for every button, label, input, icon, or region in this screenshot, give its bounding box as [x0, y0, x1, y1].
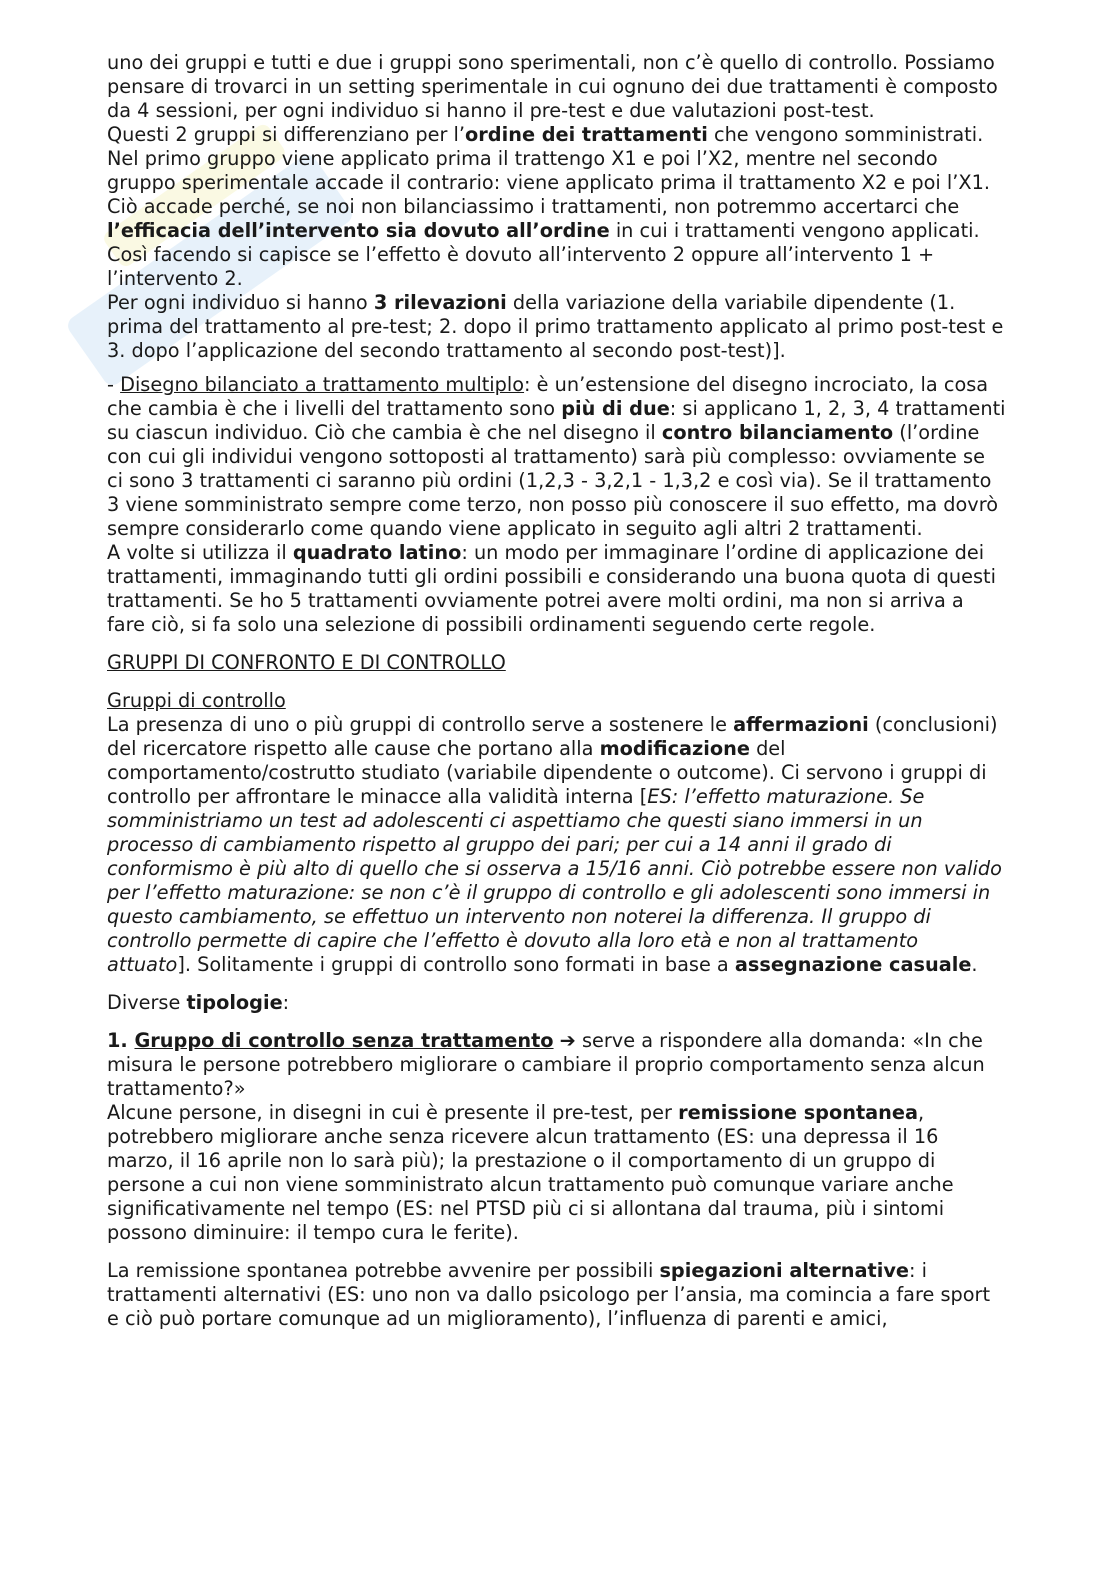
bold-term: quadrato latino: [292, 541, 462, 564]
paragraph-spiegazioni: La remissione spontanea potrebbe avvenire per possibili spiegazioni alternative: i trattamenti alternativi (ES: uno non va dallo psicologo per l’ansia, ma comincia a fare sport e ciò può portare comunque ad un miglioramento), l’influenza di parenti e amici,: [107, 1259, 991, 1330]
paragraph-intro: uno dei gruppi e tutti e due i gruppi sono sperimentali, non c’è quello di controllo. Possiamo pensare di trovarci in un setting sperimentale in cui ognuno dei due trattamenti è composto da 4 sessioni, per ogni individuo si hanno il pre-test e due valutazioni post-test.: [107, 51, 998, 122]
bold-term: tipologie: [186, 991, 283, 1014]
list-item-senza-trattamento: 1. Gruppo di controllo senza trattamento ➔ serve a rispondere alla domanda: «In che misura le persone potrebbero migliorare o cambiare il proprio comportamento senza alcun trattamento?»: [107, 1029, 985, 1100]
paragraph-quadrato-latino: A volte si utilizza il quadrato latino: un modo per immaginare l’ordine di applicazione dei trattamenti, immaginando tutti gli ordini possibili e considerando una buona quota di questi trattamenti. Se ho 5 trattamenti ovviamente potrei avere molti ordini, ma non si arriva a fare ciò, si fa solo una selezione di possibili ordinamenti seguendo certe regole.: [107, 541, 996, 636]
arrow-icon: ➔: [553, 1029, 582, 1052]
section-heading: GRUPPI DI CONFRONTO E DI CONTROLLO: [107, 651, 506, 674]
bold-term: modificazione: [599, 737, 750, 760]
bold-term: ordine dei trattamenti: [465, 123, 708, 146]
bold-term: l’efficacia dell’intervento sia dovuto all’ordine: [107, 219, 610, 242]
bold-term: remissione spontanea: [678, 1101, 918, 1124]
paragraph-rilevazioni: Per ogni individuo si hanno 3 rilevazioni della variazione della variabile dipendente (1. prima del trattamento al pre-test; 2. dopo il primo trattamento applicato al primo post-test e 3. dopo l’applicazione del secondo trattamento al secondo post-test)].: [107, 291, 1004, 362]
bold-term: contro bilanciamento: [661, 421, 894, 444]
bold-term: spiegazioni alternative: [659, 1259, 909, 1282]
list-number: 1.: [107, 1029, 135, 1052]
underlined-term: Disegno bilanciato a trattamento multiplo: [120, 373, 525, 396]
subsection-heading: Gruppi di controllo: [107, 689, 286, 712]
bold-term: assegnazione casuale: [734, 953, 972, 976]
paragraph-gruppi-controllo: La presenza di uno o più gruppi di controllo serve a sostenere le affermazioni (conclusioni) del ricercatore rispetto alle cause che portano alla modificazione del comportamento/costrutto studiato (variabile dipendente o outcome). Ci servono i gruppi di controllo per affrontare le minacce alla validità interna [ES: l’effetto maturazione. Se somministriamo un test ad adolescenti ci aspettiamo che questi siano immersi in un processo di cambiamento rispetto al gruppo dei pari; per cui a 14 anni il grado di conformismo è più alto di quello che si osserva a 15/16 anni. Ciò potrebbe essere non valido per l’effetto maturazione: se non c’è il gruppo di controllo e gli adolescenti sono immersi in questo cambiamento, se effettuo un intervento non noterei la differenza. Il gruppo di controllo permette di capire che l’effetto è dovuto alla loro età e non al trattamento attuato]. Solitamente i gruppi di controllo sono formati in base a assegnazione casuale.: [107, 713, 1002, 976]
bold-term: affermazioni: [733, 713, 869, 736]
paragraph-remissione: Alcune persone, in disegni in cui è presente il pre-test, per remissione spontanea, potrebbero migliorare anche senza ricevere alcun trattamento (ES: una depressa il 16 marzo, il 16 aprile non lo sarà più); la prestazione o il comportamento di un gruppo di persone a cui non viene somministrato alcun trattamento può comunque variare anche significativamente nel tempo (ES: nel PTSD più ci si allontana dal trauma, più i sintomi possono diminuire: il tempo cura le ferite).: [107, 1101, 954, 1244]
document-page: [107, 51, 1007, 1331]
list-item-title: Gruppo di controllo senza trattamento: [134, 1029, 554, 1052]
paragraph-disegno-bilanciato: - Disegno bilanciato a trattamento multiplo: è un’estensione del disegno incrociato, la cosa che cambia è che i livelli del trattamento sono più di due: si applicano 1, 2, 3, 4 trattamenti su ciascun individuo. Ciò che cambia è che nel disegno il contro bilanciamento (l’ordine con cui gli individui vengono sottoposti al trattamento) sarà più complesso: ovviamente se ci sono 3 trattamenti ci saranno più ordini (1,2,3 - 3,2,1 - 1,3,2 e così via). Se il trattamento 3 viene somministrato sempre come terzo, non posso più conoscere il suo effetto, ma dovrò sempre considerarlo come quando viene applicato in seguito agli altri 2 trattamenti.: [107, 373, 1006, 540]
paragraph-tipologie: Diverse tipologie:: [107, 991, 290, 1014]
italic-example: ES: l’effetto maturazione. Se somministriamo un test ad adolescenti ci aspettiamo che questi siano immersi in un processo di cambiamento rispetto al gruppo dei pari; per cui a 14 anni il grado di conformismo è più alto di quello che si osserva a 15/16 anni. Ciò potrebbe essere non valido per l’effetto maturazione: se non c’è il gruppo di controllo e gli adolescenti sono immersi in questo cambiamento, se effettuo un intervento non noterei la differenza. Il gruppo di controllo permette di capire che l’effetto è dovuto alla loro età e non al trattamento attuato: [107, 785, 1002, 976]
bold-term: più di due: [561, 397, 670, 420]
paragraph-ordine-trattamenti: Questi 2 gruppi si differenziano per l’ordine dei trattamenti che vengono somministrati. Nel primo gruppo viene applicato prima il trattengo X1 e poi l’X2, mentre nel secondo gruppo sperimentale accade il contrario: viene applicato prima il trattamento X2 e poi l’X1. Ciò accade perché, se noi non bilanciassimo i trattamenti, non potremmo accertarci che l’efficacia dell’intervento sia dovuto all’ordine in cui i trattamenti vengono applicati. Così facendo si capisce se l’effetto è dovuto all’intervento 2 oppure all’intervento 1 + l’intervento 2.: [107, 123, 990, 290]
bold-term: 3 rilevazioni: [373, 291, 507, 314]
